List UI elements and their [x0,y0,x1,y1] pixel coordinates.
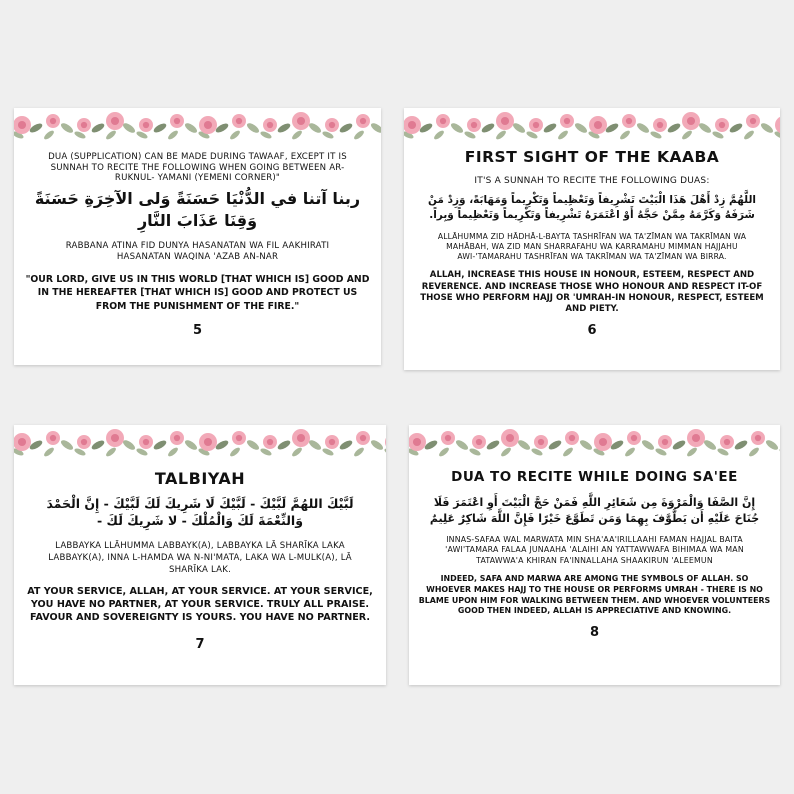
leaf-icon [229,129,242,141]
translation: ALLAH, INCREASE THIS HOUSE IN HONOUR, ESTEEM, RESPECT AND REVERENCE. AND INCREASE THOSE WHO HONOUR AND RESPECT IT-OF THOSE WHO PERFORM HAJJ OR 'UMRAH-IN HONOUR, RESPECT, ESTEEM AND PIETY. [420,270,764,314]
arabic-dua: إِنَّ الصَّفَا وَالْمَرْوَةَ مِن شَعَائِرِ اللَّهِ فَمَنْ حَجَّ الْبَيْتَ أَوِ اعْتَمَرَ فَلَا جُنَاحَ عَلَيْهِ أَن يَطَّوَّفَ بِهِمَا وَمَن تَطَوَّعَ خَيْرًا فَإِنَّ اللَّهَ شَاكِرٌ عَلِيمٌ [429,496,760,525]
rose-center-icon [50,435,56,441]
leaf-icon [433,129,446,141]
leaf-icon [778,447,780,457]
rose-center-icon [204,438,212,446]
card-page-5 [14,108,381,365]
rose-center-icon [360,118,366,124]
rose-center-icon [204,121,212,129]
leaf-icon [90,439,105,452]
leaf-icon [59,121,74,134]
leaf-icon [229,446,242,458]
leaf-icon [43,129,56,141]
rose-center-icon [692,434,700,442]
leaf-icon [167,129,180,141]
floral-border [404,108,780,144]
rose-center-icon [236,435,242,441]
rose-center-icon [174,435,180,441]
rose-center-icon [408,121,416,129]
rose-center-icon [236,118,242,124]
transliteration: RABBANA ATINA FID DUNYA HASANATAN WA FIL AAKHIRATI HASANATAN WAQINA 'AZAB AN-NAR [65,241,330,263]
rose-center-icon [501,117,509,125]
leaf-icon [291,129,304,141]
card-title: DUA TO RECITE WHILE DOING SA'EE [451,469,738,485]
leaf-icon [733,439,748,452]
rose-center-icon [750,118,756,124]
leaf-icon [495,129,508,141]
leaf-icon [338,439,353,452]
arabic-dua: لَبَّيْكَ اللهُمَّ لَبَّيْكَ - لَبَّيْكَ لَا شَرِيكَ لَكَ لَبَّيْكَ - إِنَّ الْحَمْدَ وَالنِّعْمَةَ لَكَ وَالْمُلْكَ - لا شَرِيكَ لَكَ - [46,496,354,528]
rose-icon [775,116,780,134]
translation: "OUR LORD, GIVE US IN THIS WORLD [THAT WHICH IS] GOOD AND IN THE HEREAFTER [THAT WHICH IS] GOOD AND PROTECT US FROM THE PUNISHMENT OF THE FIRE." [25,273,370,312]
leaf-icon [728,122,743,135]
floral-border [409,425,780,461]
rose-center-icon [506,434,514,442]
leaf-icon [619,129,632,141]
leaf-icon [307,438,322,451]
rose-center-icon [599,438,607,446]
leaf-icon [245,438,260,451]
rose-center-icon [626,118,632,124]
rose-center-icon [719,122,725,128]
leaf-icon [383,447,386,457]
rose-center-icon [657,122,663,128]
leaf-icon [686,446,699,458]
leaf-icon [640,438,655,451]
floral-border [14,108,381,144]
leaf-icon [183,121,198,134]
leaf-icon [307,121,322,134]
rose-center-icon [631,435,637,441]
leaf-icon [245,121,260,134]
leaf-icon [438,446,451,458]
floral-border [14,425,386,461]
card-page-7 [14,425,386,685]
rose-center-icon [18,438,26,446]
leaf-icon [516,438,531,451]
leaf-icon [542,122,557,135]
translation: INDEED, SAFA AND MARWA ARE AMONG THE SYMBOLS OF ALLAH. SO WHOEVER MAKES HAJJ TO THE HOUSE OR PERFORMS UMRAH - THERE IS NO BLAME UPON HIM FOR WALKING BETWEEN THEM. AND WHOEVER VOLUNTEERS GOOD THEN INDEED, ALLAH IS APPRECIATIVE AND KNOWING. [418,574,771,616]
page-number: 8 [589,625,600,641]
leaf-icon [557,129,570,141]
leaf-icon [90,122,105,135]
rose-center-icon [143,439,149,445]
leaf-icon [764,438,779,451]
card-page-6 [404,108,780,370]
leaf-icon [500,446,513,458]
rose-center-icon [111,117,119,125]
leaf-icon [105,446,118,458]
card-title: TALBIYAH [154,469,246,488]
leaf-icon [681,129,694,141]
transliteration: INNAS-SAFAA WAL MARWATA MIN SHA'AA'IRILLAAHI FAMAN HAJJAL BAITA 'AWI'TAMARA FALAA JUNAAHA 'ALAIHI AN YATTAWWAFA BIHIMAA WA MAN TATAWWA'A KHIRAN FA'INNALLAHA SHAAKIRUN 'ALEEMUN [445,534,744,565]
leaf-icon [485,439,500,452]
leaf-icon [121,438,136,451]
rose-center-icon [662,439,668,445]
translation: AT YOUR SERVICE, ALLAH, AT YOUR SERVICE. AT YOUR SERVICE, YOU HAVE NO PARTNER, AT YOUR SERVICE. TRULY ALL PRAISE. FAVOUR AND SOVEREIGNTY IS YOURS. YOU HAVE NO PARTNER. [27,585,373,623]
rose-center-icon [476,439,482,445]
page-number: 6 [587,323,597,339]
rose-center-icon [329,439,335,445]
leaf-icon [338,122,353,135]
leaf-icon [748,446,761,458]
rose-center-icon [533,122,539,128]
leaf-icon [59,438,74,451]
floral-border-svg [404,108,780,144]
rose-center-icon [687,117,695,125]
arabic-dua: ربنا آتنا في الدُّنْيَا حَسَنَةً وَلى الآخِرَةِ حَسَنَةً وَقِنَا عَذَابَ النَّارِ [34,189,361,230]
floral-border-svg [409,425,780,461]
rose-center-icon [267,439,273,445]
rose-center-icon [594,121,602,129]
floral-border-svg [14,108,381,144]
leaf-icon [573,121,588,134]
rose-center-icon [297,434,305,442]
rose-center-icon [111,434,119,442]
leaf-icon [702,438,717,451]
leaf-icon [276,439,291,452]
page-number: 5 [192,323,203,339]
page-number: 7 [195,636,205,652]
leaf-icon [369,121,381,134]
leaf-icon [105,129,118,141]
leaf-icon [480,122,495,135]
leaf-icon [152,439,167,452]
card-page-8 [409,425,780,685]
leaf-icon [697,121,712,134]
leaf-icon [369,438,384,451]
transliteration: ALLĀHUMMA ZID HĀDHĀ-L-BAYTA TASHRĪFAN WA TA'ZĪMAN WA TAKRĪMAN WA MAHĀBAH, WA ZID MAN SHARRAFAHU WA KARRAMAHU MIMMAN HAJJAHU AWI-'TAMARAHU TASHRĪFAN WA TAKRĪMAN WA TA'ZĪMAN WA BIRRA. [437,231,747,262]
leaf-icon [152,122,167,135]
leaf-icon [167,446,180,458]
rose-icon [385,433,386,451]
leaf-icon [454,438,469,451]
leaf-icon [183,438,198,451]
leaf-icon [743,129,756,141]
rose-center-icon [174,118,180,124]
rose-center-icon [471,122,477,128]
leaf-icon [353,446,366,458]
rose-center-icon [755,435,761,441]
floral-border-svg [14,425,386,461]
rose-center-icon [267,122,273,128]
rose-center-icon [18,121,26,129]
leaf-icon [578,438,593,451]
card-title: FIRST SIGHT OF THE KAABA [464,148,720,166]
rose-center-icon [538,439,544,445]
leaf-icon [562,446,575,458]
rose-center-icon [360,435,366,441]
leaf-icon [449,121,464,134]
rose-center-icon [564,118,570,124]
rose-center-icon [440,118,446,124]
leaf-icon [759,121,774,134]
rose-center-icon [724,439,730,445]
leaf-icon [511,121,526,134]
leaf-icon [121,121,136,134]
arabic-dua: اللَّهُمَّ زِدْ أَهْلَ هَذَا الْبَيْتَ تَشْرِيفاً وَتَعْظِيماً وَتَكْرِيماً وَمَهَابَةً، وَزِدْ مَنْ شَرَفَهُ وَكَرَّمَهُ مِمَّنْ حَجَّهُ أَوْ اعْتَمَرَهُ تَشْرِيفاً وَتَكْرِيماً وَتَعْظِيماً وَبِراً. [427,194,757,222]
rose-center-icon [81,122,87,128]
leaf-icon [353,129,366,141]
leaf-icon [624,446,637,458]
leaf-icon [547,439,562,452]
leaf-icon [276,122,291,135]
leaf-icon [43,446,56,458]
rose-center-icon [297,117,305,125]
rose-center-icon [413,438,421,446]
rose-center-icon [445,435,451,441]
intro-text: IT'S A SUNNAH TO RECITE THE FOLLOWING DUAS: [474,176,710,186]
transliteration: LABBAYKA LLĀHUMMA LABBAYK(A), LABBAYKA LĀ SHARĪKA LAKA LABBAYK(A), INNA L-HAMDA WA N-NI'MATA, LAKA WA L-MULK(A), LĀ SHARĪKA LAK. [48,540,352,575]
leaf-icon [635,121,650,134]
rose-center-icon [329,122,335,128]
leaf-icon [291,446,304,458]
leaf-icon [671,439,686,452]
intro-text: DUA (SUPPLICATION) CAN BE MADE DURING TAWAAF, EXCEPT IT IS SUNNAH TO RECITE THE FOLLOWING WHEN GOING BETWEEN AR-RUKNUL- YAMANI (YEMENI CORNER)" [48,152,347,184]
rose-center-icon [81,439,87,445]
rose-center-icon [50,118,56,124]
rose-center-icon [569,435,575,441]
leaf-icon [666,122,681,135]
rose-center-icon [143,122,149,128]
